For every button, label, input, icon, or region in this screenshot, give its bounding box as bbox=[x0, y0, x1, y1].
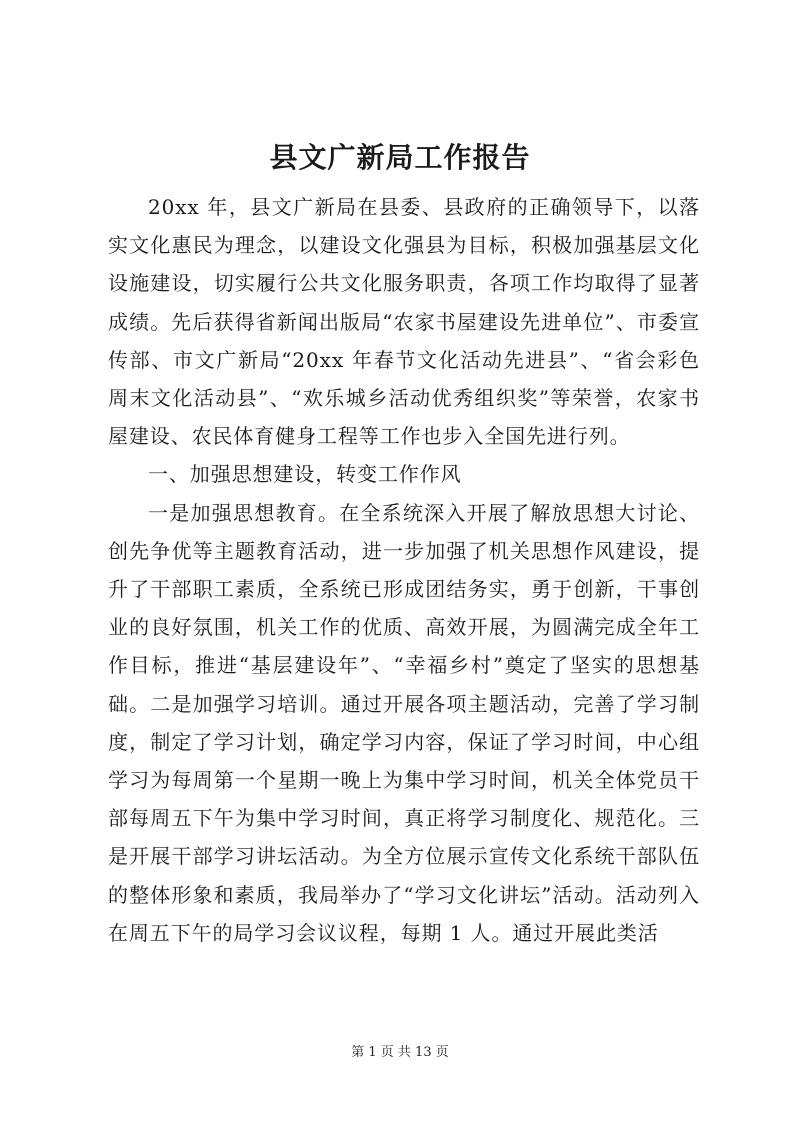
page-footer: 第 1 页 共 13 页 bbox=[351, 1045, 449, 1060]
document-body bbox=[108, 188, 700, 952]
document-title: 县文广新局工作报告 bbox=[269, 141, 531, 174]
intro-paragraph: 20xx 年，县文广新局在县委、县政府的正确领导下，以落实文化惠民为理念，以建设文化强县为目标，积极加强基层文化设施建设，切实履行公共文化服务职责，各项工作均取得了显著成绩。先后获得省新闻出版局“农家书屋建设先进单位”、市委宣传部、市文广新局“20xx 年春节文化活动先进县”、“省会彩色周末文化活动县”、“欢乐城乡活动优秀组织奖”等荣誉，农家书屋建设、农民体育健身工程等工作也步入全国先进行列。 bbox=[108, 195, 700, 449]
section-heading: 一、加强思想建设，转变工作作风 bbox=[148, 462, 462, 487]
section-paragraph: 一是加强思想教育。在全系统深入开展了解放思想大讨论、创先争优等主题教育活动，进一步加强了机关思想作风建设，提升了干部职工素质，全系统已形成团结务实，勇于创新，干事创业的良好氛围，机关工作的优质、高效开展，为圆满完成全年工作目标，推进“基层建设年”、“幸福乡村”奠定了坚实的思想基础。二是加强学习培训。通过开展各项主题活动，完善了学习制度，制定了学习计划，确定学习内容，保证了学习时间，中心组学习为每周第一个星期一晚上为集中学习时间，机关全体党员干部每周五下午为集中学习时间，真正将学习制度化、规范化。三是开展干部学习讲坛活动。为全方位展示宣传文化系统干部队伍的整体形象和素质，我局举办了“学习文化讲坛”活动。活动列入在周五下午的局学习会议议程，每期 1 人。通过开展此类活 bbox=[108, 500, 700, 945]
